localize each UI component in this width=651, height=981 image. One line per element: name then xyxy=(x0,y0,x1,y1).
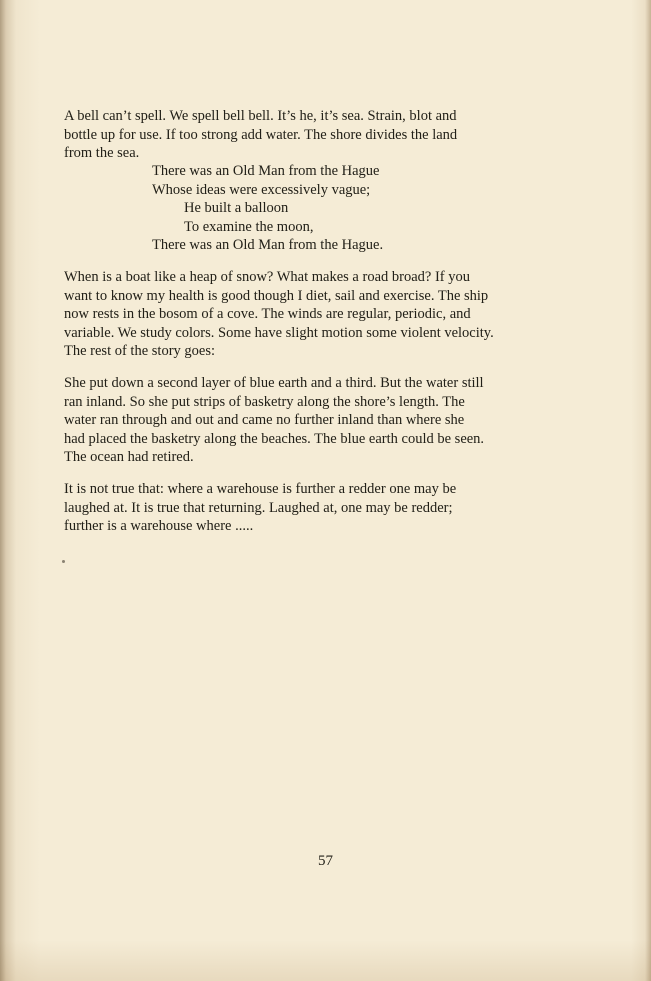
poem-line: He built a balloon xyxy=(184,200,289,217)
paragraph-3 xyxy=(64,374,524,467)
paragraph-line: further is a warehouse where ..... xyxy=(64,518,254,535)
paragraph-1 xyxy=(64,107,524,163)
paragraph-2 xyxy=(64,268,524,361)
paragraph-line: A bell can’t spell. We spell bell bell. It’s he, it’s sea. Strain, blot and xyxy=(64,108,457,124)
poem-line: Whose ideas were excessively vague; xyxy=(152,181,371,198)
paragraph-4 xyxy=(64,480,524,536)
paragraph-line: laughed at. It is true that returning. Laughed at, one may be redder; xyxy=(64,499,453,516)
page-number: 57 xyxy=(318,853,333,869)
paragraph-line: The ocean had retired. xyxy=(64,449,194,466)
poem-line: There was an Old Man from the Hague. xyxy=(152,237,384,254)
paragraph-line: from the sea. xyxy=(64,145,140,162)
paragraph-line: variable. We study colors. Some have slight motion some violent velocity. xyxy=(64,324,494,341)
poem-line: There was an Old Man from the Hague xyxy=(152,163,380,179)
paragraph-line: The rest of the story goes: xyxy=(64,343,216,360)
paragraph-line: bottle up for use. If too strong add water. The shore divides the land xyxy=(64,126,458,143)
paragraph-line: It is not true that: where a warehouse is further a redder one may be xyxy=(64,481,457,497)
paragraph-line: now rests in the bosom of a cove. The winds are regular, periodic, and xyxy=(64,306,471,323)
poem-line: To examine the moon, xyxy=(184,218,314,235)
paragraph-line: want to know my health is good though I diet, sail and exercise. The ship xyxy=(64,287,489,304)
paragraph-line: water ran through and out and came no further inland than where she xyxy=(64,412,465,429)
paragraph-line: had placed the basketry along the beaches. The blue earth could be seen. xyxy=(64,430,485,447)
paper-speck xyxy=(62,560,65,563)
paragraph-line: ran inland. So she put strips of basketry along the shore’s length. The xyxy=(64,393,465,410)
paragraph-line: She put down a second layer of blue earth and a third. But the water still xyxy=(64,375,484,391)
paragraph-line: When is a boat like a heap of snow? What makes a road broad? If you xyxy=(64,269,470,285)
